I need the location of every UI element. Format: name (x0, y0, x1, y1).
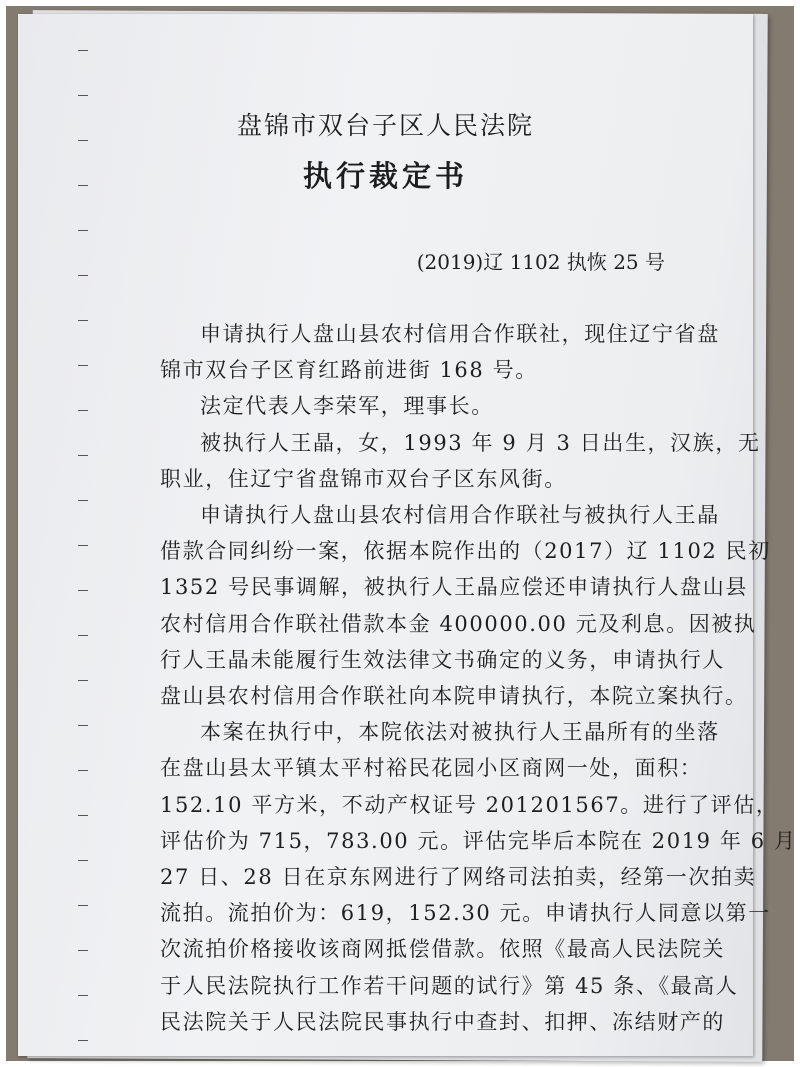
text-line: 27 日、28 日在京东网进行了网络司法拍卖，经第一次拍卖 (160, 865, 757, 889)
text-line: 本案在执行中，本院依法对被执行人王晶所有的坐落 (200, 720, 720, 745)
text-line: 行人王晶未能履行生效法律文书确定的义务，申请执行人 (160, 647, 725, 672)
margin-tick (78, 500, 88, 501)
margin-tick (78, 230, 88, 231)
court-name: 盘锦市双台子区人民法院 (236, 111, 534, 140)
margin-tick (78, 365, 88, 366)
margin-tick (78, 590, 88, 591)
margin-tick (78, 770, 88, 771)
text-line: 于人民法院执行工作若干问题的试行》第 45 条、《最高人 (160, 973, 739, 998)
text-line: 职业，住辽宁省盘锦市双台子区东风街。 (160, 466, 567, 491)
margin-tick (78, 95, 88, 96)
text-line: 申请执行人盘山县农村信用合作联社，现住辽宁省盘 (200, 322, 720, 346)
margin-tick (78, 545, 88, 546)
margin-tick (78, 275, 88, 276)
text-line: 流拍。流拍价为：619，152.30 元。申请执行人同意以第一 (160, 901, 771, 926)
text-line: 在盘山县太平镇太平村裕民花园小区商网一处，面积： (160, 756, 703, 781)
margin-tick (78, 815, 88, 816)
margin-tick (78, 635, 88, 636)
margin-tick (78, 725, 88, 726)
text-line: 盘山县农村信用合作联社向本院申请执行，本院立案执行。 (160, 684, 748, 708)
margin-tick (78, 320, 88, 321)
margin-tick (78, 950, 88, 951)
margin-tick (78, 1040, 88, 1041)
margin-tick (78, 185, 88, 186)
text-line: 法定代表人李荣军，理事长。 (200, 394, 494, 419)
text-line: 1352 号民事调解，被执行人王晶应偿还申请执行人盘山县 (160, 575, 748, 600)
text-line: 评估价为 715，783.00 元。评估完毕后本院在 2019 年 6 月 (160, 828, 797, 853)
margin-tick (78, 680, 88, 681)
case-number: (2019)辽 1102 执恢 25 号 (416, 250, 665, 274)
text-line: 申请执行人盘山县农村信用合作联社与被执行人王晶 (200, 503, 720, 527)
text-line: 民法院关于人民法院民事执行中查封、扣押、冻结财产的 (160, 1009, 725, 1034)
margin-tick (78, 995, 88, 996)
margin-tick (78, 140, 88, 141)
text-line: 农村信用合作联社借款本金 400000.00 元及利息。因被执 (160, 611, 757, 636)
margin-tick (78, 455, 88, 456)
text-line: 借款合同纠纷一案，依据本院作出的（2017）辽 1102 民初 (160, 539, 771, 564)
margin-tick (78, 50, 88, 51)
text-line: 被执行人王晶，女，1993 年 9 月 3 日出生，汉族，无 (200, 430, 761, 455)
margin-tick (78, 860, 88, 861)
margin-tick (78, 905, 88, 906)
text-line: 锦市双台子区育红路前进街 168 号。 (160, 358, 538, 383)
document-page (18, 14, 797, 1056)
text-line: 152.10 平方米，不动产权证号 201201567。进行了评估， (160, 792, 779, 817)
margin-tick (78, 410, 88, 411)
document-title: 执行裁定书 (302, 159, 468, 193)
text-line: 次流拍价格接收该商网抵偿借款。依照《最高人民法院关 (160, 937, 725, 962)
